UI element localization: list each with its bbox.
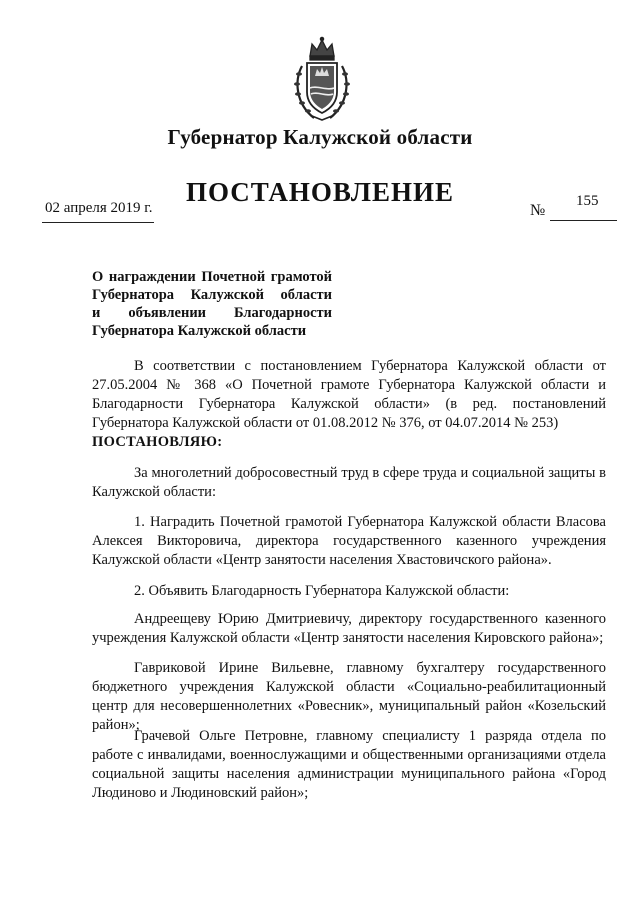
date-underline <box>42 222 154 223</box>
preamble-paragraph <box>92 357 606 452</box>
document-type-title: ПОСТАНОВЛЕНИЕ <box>185 177 455 207</box>
award-item-1: 1. Наградить Почетной грамотой Губернатора Калужской области Власова Алексея Викторовича, директора государственного казенного учреждения Калужской области «Центр занятости населения Хвастовичского района». <box>92 514 606 568</box>
coat-of-arms-emblem <box>290 36 354 124</box>
subject-line: Губернатора Калужской области <box>92 323 307 339</box>
subject-line: О награждении Почетной грамотой <box>92 269 332 285</box>
recipient-paragraph: Андреещеву Юрию Дмитриевичу, директору государственного казенного учреждения Калужской области «Центр занятости населения Кировского района»; <box>92 611 606 646</box>
document-date: 02 апреля 2019 г. <box>45 200 153 216</box>
number-sign: № <box>530 202 546 219</box>
decree-word: ПОСТАНОВЛЯЮ: <box>92 434 223 450</box>
recipient-paragraph: Грачевой Ольге Петровне, главному специалисту 1 разряда отдела по работе с инвалидами, военнослужащими и общественными организациями отдела социальной защиты населения администрации муниципального района «Город Людиново и Людиновский район»; <box>92 728 606 801</box>
subject-line: и объявлении Благодарности <box>92 305 332 321</box>
recipient-paragraph: Гавриковой Ирине Вильевне, главному бухгалтеру государственного бюджетного учреждения Калужской области «Социально-реабилитационный центр для несовершеннолетних «Ровесник», муниципальный район «Козельский район»; <box>92 660 606 733</box>
governor-heading: Губернатор Калужской области <box>167 125 473 149</box>
merit-paragraph: За многолетний добросовестный труд в сфере труда и социальной защиты в Калужской области: <box>92 465 606 500</box>
number-underline <box>550 220 617 221</box>
document-number: 155 <box>576 193 599 209</box>
subject-line: Губернатора Калужской области <box>92 287 332 303</box>
preamble-text: В соответствии с постановлением Губернатора Калужской области от 27.05.2004 № 368 «О Почетной грамоте Губернатора Калужской области и Благодарности Губернатора Калужской области» (в ред. постановлений Губернатора Калужской области от 01.08.2012 № 376, от 04.07.2014 № 253) <box>92 358 606 431</box>
award-item-2: 2. Объявить Благодарность Губернатора Калужской области: <box>134 583 510 599</box>
document-subject <box>92 268 332 340</box>
